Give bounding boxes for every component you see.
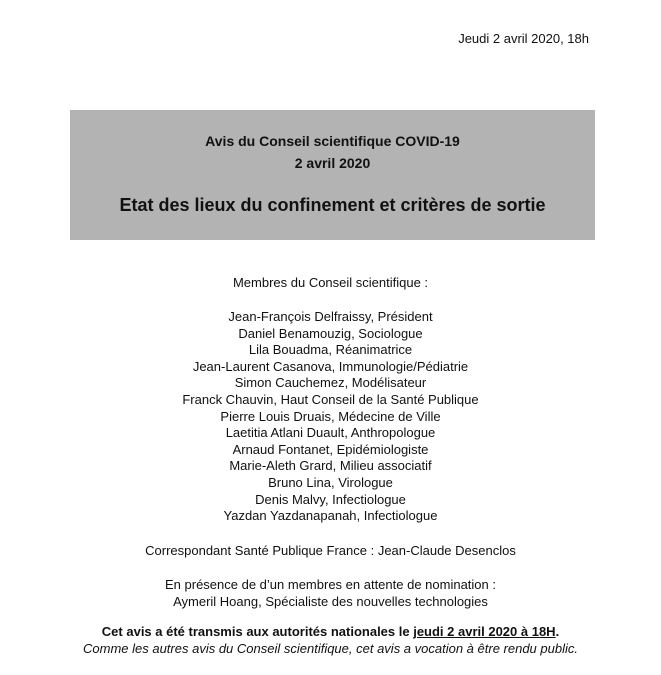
members-list — [0, 309, 661, 525]
correspondant-line: Correspondant Santé Publique France : Jean-Claude Desenclos — [145, 543, 516, 558]
transmission-suffix: . — [555, 624, 560, 639]
document-title: Etat des lieux du confinement et critères de sortie — [119, 195, 546, 215]
member-item: Daniel Benamouzig, Sociologue — [238, 325, 423, 341]
transmission-prefix: Cet avis a été transmis aux autorités nationales le — [101, 624, 414, 639]
document-date: Jeudi 2 avril 2020, 18h — [458, 31, 589, 46]
title-line-council: Avis du Conseil scientifique COVID-19 — [205, 133, 460, 149]
member-item: Bruno Lina, Virologue — [268, 474, 393, 490]
presence-line-intro: En présence de d’un membres en attente de nomination : — [165, 577, 496, 592]
member-item: Laetitia Atlani Duault, Anthropologue — [225, 425, 436, 441]
title-line-date: 2 avril 2020 — [294, 155, 371, 171]
presence-line-member: Aymeril Hoang, Spécialiste des nouvelles technologies — [173, 593, 488, 609]
presence-block — [0, 577, 661, 610]
member-item: Simon Cauchemez, Modélisateur — [234, 375, 427, 391]
transmission-note — [0, 624, 661, 641]
member-item: Arnaud Fontanet, Epidémiologiste — [232, 441, 429, 457]
member-item: Jean-François Delfraissy, Président — [228, 309, 433, 324]
member-item: Jean-Laurent Casanova, Immunologie/Pédiatrie — [192, 358, 469, 374]
member-item: Yazdan Yazdanapanah, Infectiologue — [223, 508, 438, 524]
member-item: Marie-Aleth Grard, Milieu associatif — [229, 458, 432, 474]
member-item: Denis Malvy, Infectiologue — [255, 491, 406, 507]
member-item: Lila Bouadma, Réanimatrice — [248, 342, 413, 358]
transmission-date: jeudi 2 avril 2020 à 18H — [413, 624, 556, 639]
members-heading: Membres du Conseil scientifique : — [232, 275, 429, 290]
public-note: Comme les autres avis du Conseil scientifique, cet avis a vocation à être rendu public. — [83, 640, 578, 656]
member-item: Pierre Louis Druais, Médecine de Ville — [220, 408, 441, 424]
footer-block — [0, 624, 661, 657]
title-box — [70, 110, 595, 240]
member-item: Franck Chauvin, Haut Conseil de la Santé Publique — [182, 391, 479, 407]
